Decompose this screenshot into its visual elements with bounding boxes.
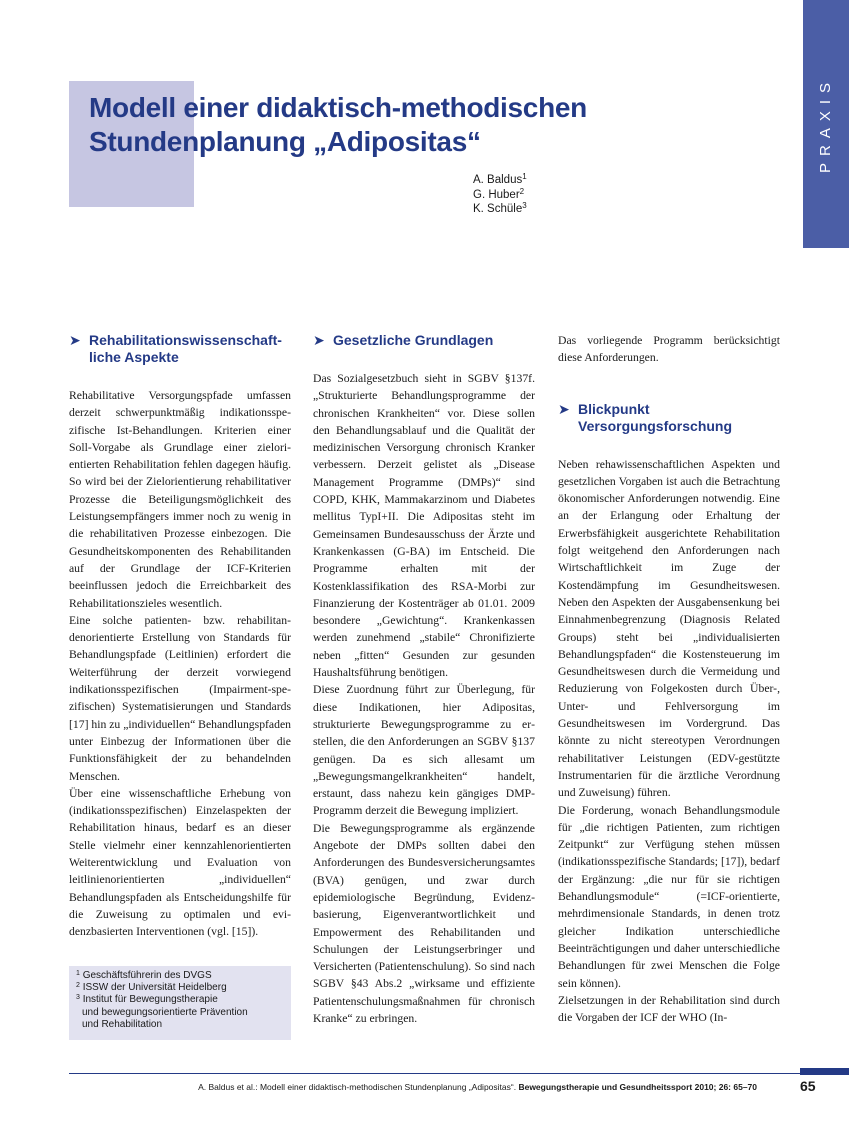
affiliation-item: $^3$ Institut für Bewegungstherapie [76, 994, 218, 1006]
body-paragraph: Eine solche patienten- bzw. rehabilitandenorientierte Erstellung von Standards für Behandlungspfade (Leitlinien) erfordert die Weiterführung der derzeit vorwiegend indikationsspezifischen (Impairment-spezifischen) Systematisierungen und Standards [17] hin zu „individuellen“ Behandlungspfaden unter Einbezug der Informationen über die Funktionsfähigkeit der zu behandelnden Menschen. [69, 613, 291, 783]
author-item: A. Baldus$^1$ [473, 172, 527, 186]
text-column-1 [69, 332, 291, 941]
arrow-bullet-icon: ➤ [558, 400, 570, 417]
article-title [89, 91, 789, 159]
body-paragraph: Die Forderung, wonach Behandlungsmodule für „die richtigen Patienten, zum richtigen Zeitpunkt“ zur Verfügung stehen müssen (indikationsspezifische Standards; [17]), bedarf der Ergänzung: „die nur für sie richtigen Behandlungsmodule“ (=ICF-orientierte, mehrdimensionale Standards, in denen trotz gleicher Indikation unterschiedliche Beeinträchtigungen und daher unterschiedliche Behandlungen für zwei Menschen die Folge sein können). [558, 803, 780, 990]
arrow-bullet-icon: ➤ [313, 332, 325, 348]
section-tab-label: PRAXIS [817, 75, 835, 173]
page-number: 65 [800, 1078, 816, 1094]
body-paragraph: Zielsetzungen in der Rehabilitation sind durch die Vorgaben der ICF der WHO (In- [558, 993, 780, 1025]
author-item: G. Huber$^2$ [473, 186, 525, 201]
section-tab-label-wrap [803, 0, 849, 248]
affiliation-item: und Rehabilitation [82, 1018, 163, 1030]
affiliation-item: und bewegungsorientierte Prävention [82, 1006, 248, 1018]
body-paragraph: Die Bewegungsprogramme als ergänzende Angebote der DMPs sollten dabei den Anforderungen des Bundesversicherungsamtes (BVA) genügen, und zwar durch epidemiologische Begründung, Evidenzbasierung, Eigenverantwortlichkeit und Empowerment des Rehabilitanden und Schulungen der Leistungserbringer und Versicherten (Patientenschulung). So sind nach SGBV §43 Abs.2 „wirksame und effiziente Patientenschulungsmaßnahmen für chronisch Kranke“ zu erbringen. [313, 821, 535, 1025]
affiliation-item: $^2$ ISSW der Universität Heidelberg [76, 982, 227, 994]
footer-citation: A. Baldus et al.: Modell einer didaktisch-methodischen Stundenplanung „Adipositas“. Bewegungstherapie und Gesundheitssport 2010; 26: 65–70 [198, 1082, 757, 1092]
author-list [473, 173, 527, 217]
affiliation-item: $^1$ Geschäftsführerin des DVGS [76, 970, 212, 981]
affiliations-box [69, 966, 291, 1040]
body-paragraph: Neben rehawissenschaftlichen Aspekten und gesetzlichen Vorgaben ist auch die Betrachtung ökonomischer Anforderungen notwendig. Eine an der Erlangung oder Erhaltung der Erwerbsfähigkeit ausgerichtete Rehabilitation folgt weitgehend den Anforderungen nach Wirtschaftlichkeit im Zuge der Kostendämpfung im Gesundheitswesen. Neben den Aspekten der Ausgabensenkung bei Einnahmenbegrenzung (Diagnosis Related Groups) steht bei „individualisierten Behandlungspfaden“ die Kostensteuerung im Gesundheitswesen durch die Vermeidung und Reduzierung von Folgekosten durch Über-, Unter- und Fehlversorgung im Gesundheitswesen im Vordergrund. Das könnte zu nicht stereotypen Verordnungen rehabilitativer Leistungen (EDV-gestützte Instrumentarien für die ärztliche Verordnung und Zuweisung) führen. [558, 457, 780, 800]
text-column-2 [313, 332, 535, 1027]
body-paragraph: Über eine wissenschaftliche Erhebung von (indikationsspezifischen) Einzelaspekten der Rehabilitation hinaus, bedarf es an dieser Stelle vielmehr einer kennzahlenorientierten Weiterentwicklung und Evaluation von leitlinienorientierten „individuellen“ Behandlungspfaden als Entscheidungshilfe für die Zuweisung zu optimalen und evidenzbasierten Interventionen (vgl. [15]). [69, 786, 291, 939]
text-column-3 [558, 332, 780, 1026]
arrow-bullet-icon: ➤ [69, 332, 81, 348]
footer-rule [69, 1073, 800, 1074]
section-heading-rehabilitation: ➤ Rehabilitationswissenschaftliche Aspekte [69, 332, 282, 365]
body-paragraph: Rehabilitative Versorgungspfade umfassen derzeit schwerpunktmäßig indikationsspezifische Ist-Behandlungen. Kriterien einer Soll-Vorgabe als Grundlage einer zielorientierten Rehabilitation fehlen dagegen häufig. So wird bei der Zielorientierung rehabilitativer Prozesse die Beteiligungsmöglichkeit des Leistungsempfängers immer noch zu wenig in die rehabilitativen Prozesse einbezogen. Die Gesundheitskomponenten des Rehabilitanden auf der Grundlage der ICF-Kriterien beeinflussen jedoch die Erreichbarkeit des Rehabilitationszieles wesentlich. [69, 389, 291, 610]
section-heading-care-research: ➤ Blickpunkt Versorgungsforschung [558, 400, 733, 434]
article-title-line-2: Stundenplanung „Adipositas“ [89, 126, 481, 157]
body-paragraph: Das Sozialgesetzbuch sieht in SGBV §137f. „Strukturierte Behandlungsprogramme der chronischen Krankheiten“ vor. Diese sollen den Behandlungsablauf und die Qualität der medizinischen Versorgung chronisch Kranker verbessern. Derzeit gelistet als „Disease Management Programme (DMPs)“ sind COPD, KHK, Mammakarzinom und Diabetes mellitus TypI+II. Die Adipositas steht im Gemeinsamen Bundesausschuss der Ärzte und Krankenkassen (G-BA) im Entscheid. Die Programme erhalten mit der Kostenklassifikation des RSA-Morbi zur Finanzierung der Kostenträger ab 01.01. 2009 besondere „Gewichtung“. Krankenkassen werden zunehmend „stabile“ Chronifizierte neben „fitten“ Gesunden zur gesunden Haushaltsführung benötigen. [313, 372, 535, 680]
footer-accent-bar [800, 1068, 849, 1075]
author-item: K. Schüle$^3$ [473, 201, 527, 215]
body-paragraph: Das vorliegende Programm berücksichtigt diese Anforderungen. [558, 334, 780, 365]
article-title-line-1: Modell einer didaktisch-methodischen [89, 92, 587, 123]
section-heading-legal: ➤ Gesetzliche Grundlagen [313, 332, 494, 348]
body-paragraph: Diese Zuordnung führt zur Überlegung, für diese Indikationen, hier Adipositas, strukturierte Bewegungsprogramme zu erstellen, die den Anforderungen an SGBV §137 genügen. Da es sich allesamt um „Bewegungsmangelkrankheiten“ handelt, erstaunt, dass nahezu kein gängiges DMP-Programm derzeit die Bewegung impliziert. [313, 683, 535, 818]
